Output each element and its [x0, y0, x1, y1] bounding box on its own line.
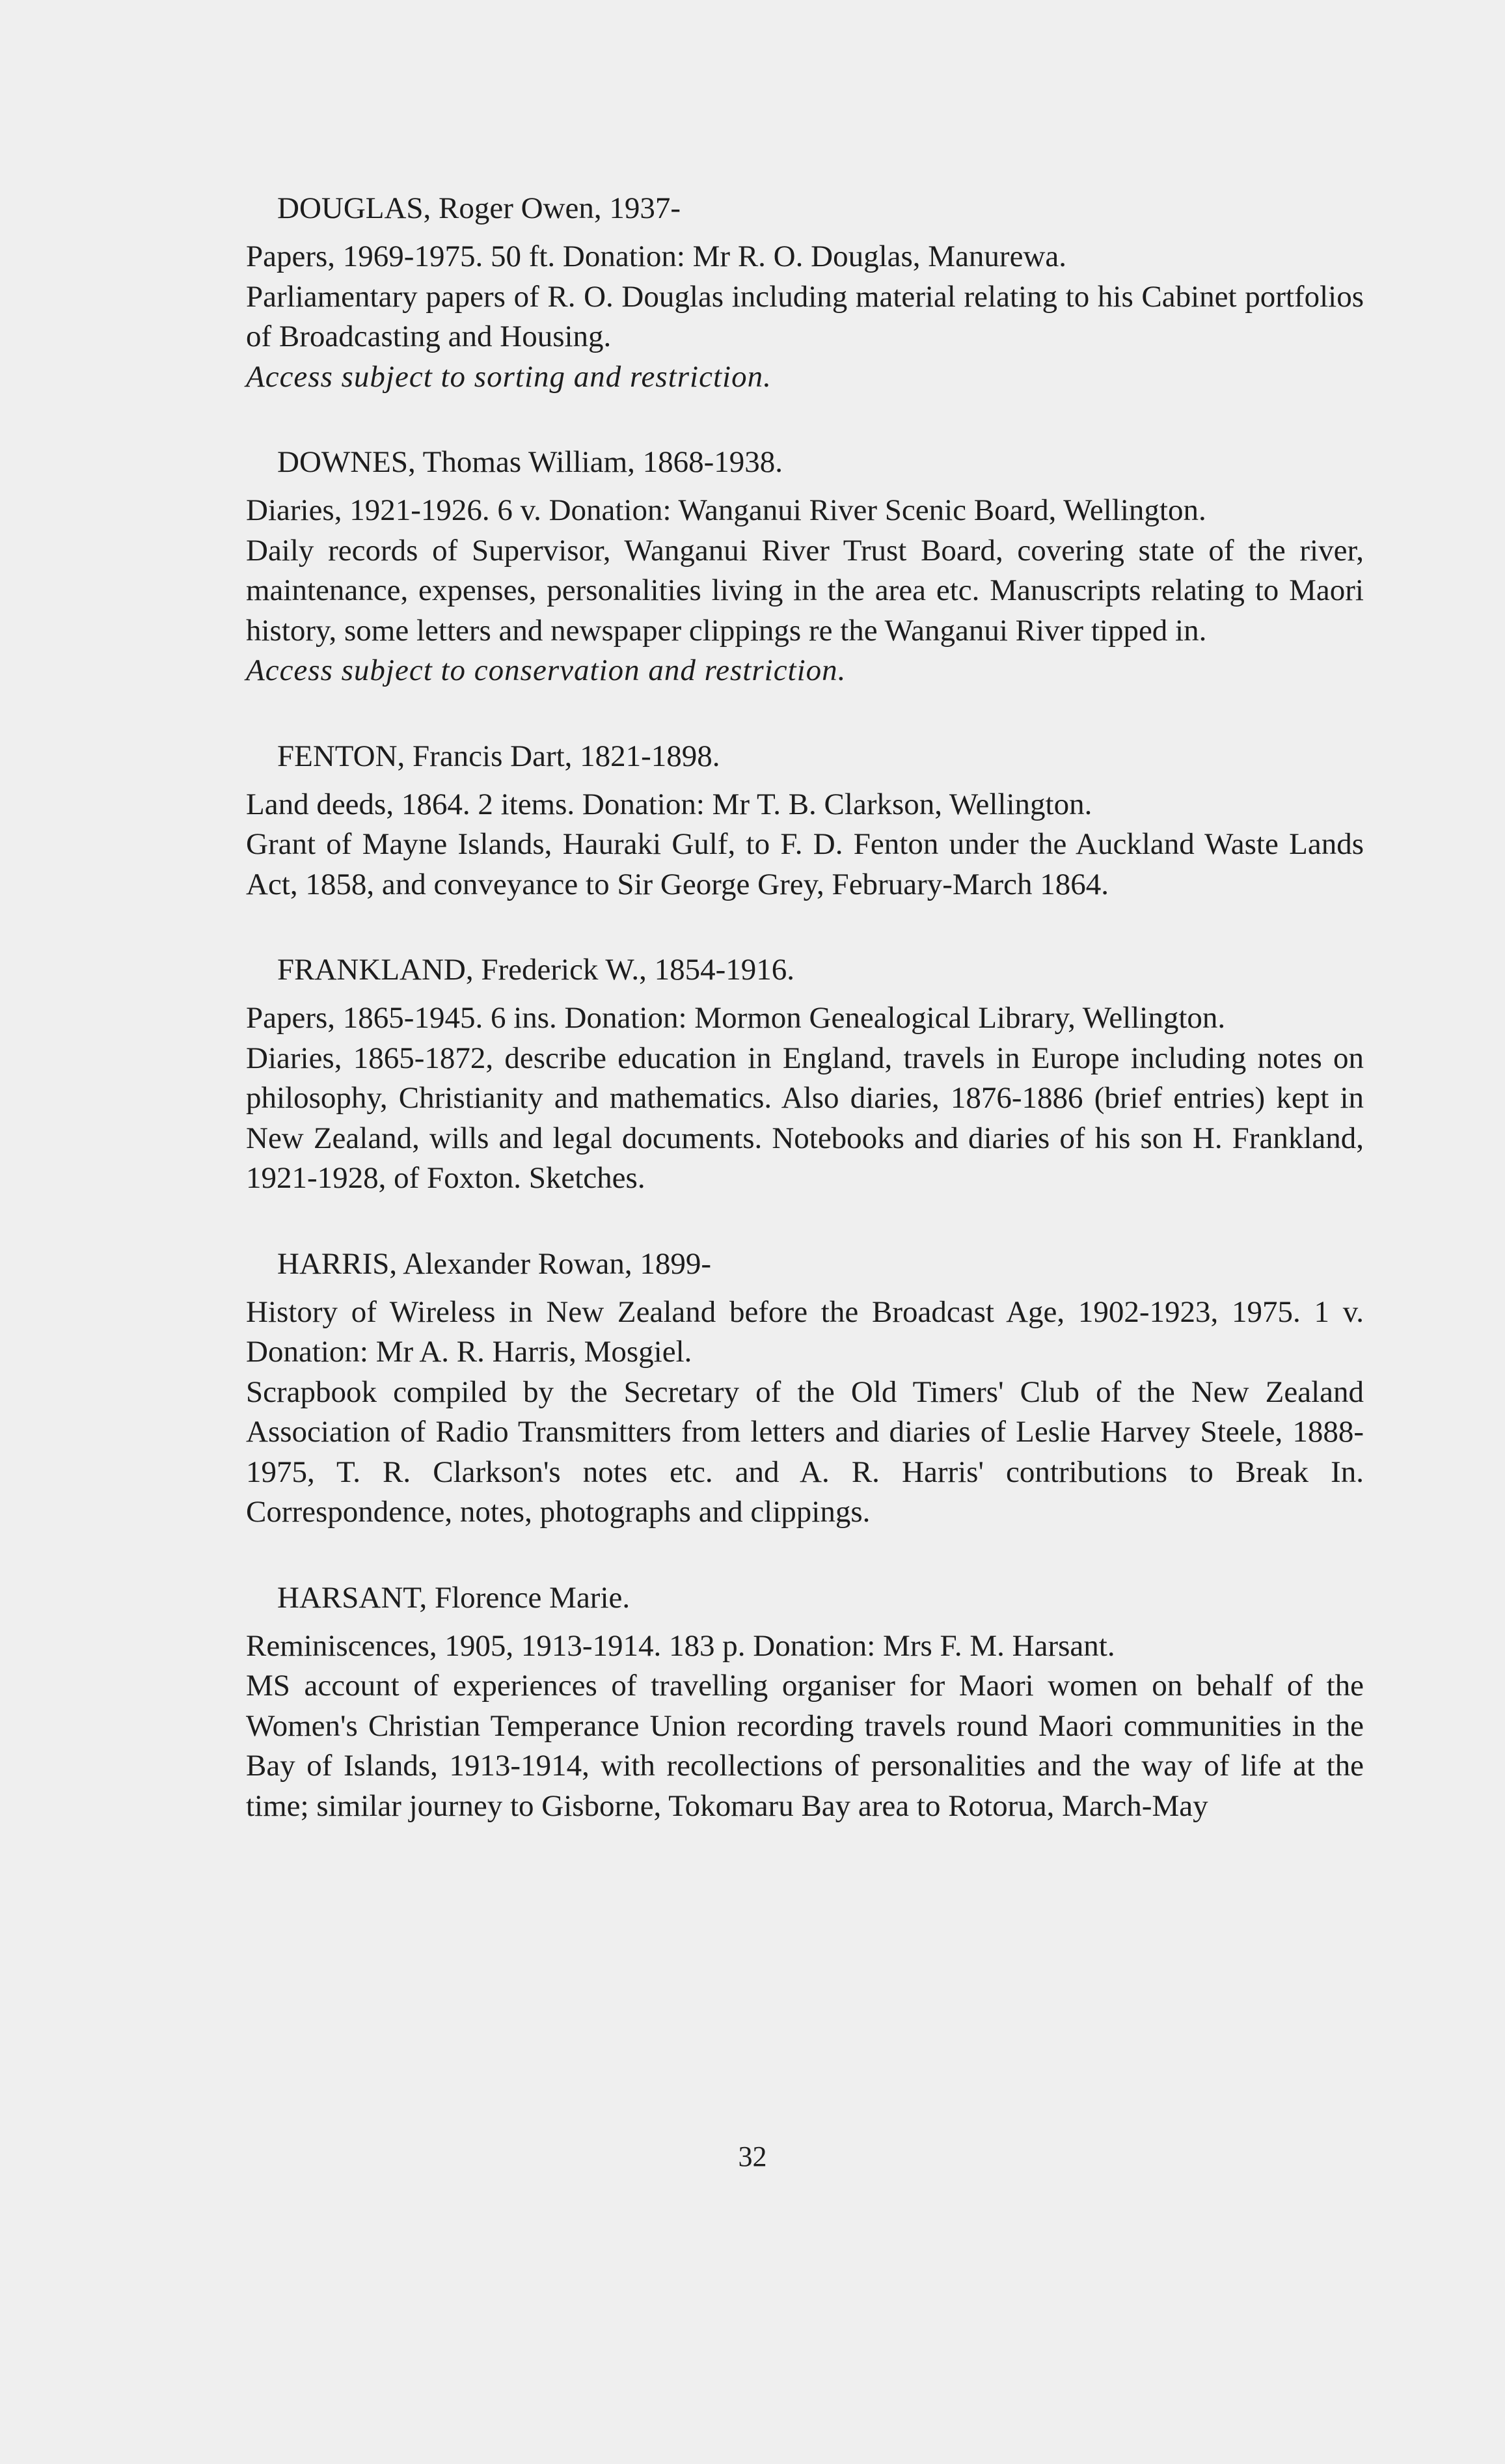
entry-holding: Papers, 1969-1975. 50 ft. Donation: Mr R. O. Douglas, Manurewa. [246, 240, 1066, 273]
page-number: 32 [738, 2141, 767, 2172]
catalogue-page [246, 187, 1364, 1870]
entry-harsant [246, 1577, 1364, 1827]
entry-douglas [246, 187, 1364, 397]
entry-frankland [246, 949, 1364, 1199]
entry-description: MS account of experiences of travelling organiser for Maori women on behalf of the Women's Christian Temperance Union recording travels round Maori communities in the Bay of Islands, 1913-1914, with recollections of personalities and the way of life at the time; similar journey to Gisborne, Tokomaru Bay area to Rotorua, March-May [246, 1669, 1364, 1823]
entry-heading: FRANKLAND, Frederick W., 1854-1916. [277, 953, 795, 987]
entry-holding: Land deeds, 1864. 2 items. Donation: Mr T. B. Clarkson, Wellington. [246, 787, 1092, 821]
entry-description: Scrapbook compiled by the Secretary of the Old Timers' Club of the New Zealand Association of Radio Transmitters from letters and diaries of Leslie Harvey Steele, 1888-1975, T. R. Clarkson's notes etc. and A. R. Harris' contributions to Break In. Correspondence, notes, photographs and clippings. [246, 1375, 1364, 1529]
entry-fenton [246, 735, 1364, 905]
entry-holding: History of Wireless in New Zealand before the Broadcast Age, 1902-1923, 1975. 1 v. Donation: Mr A. R. Harris, Mosgiel. [246, 1294, 1364, 1369]
entry-harris [246, 1243, 1364, 1533]
entry-access-note: Access subject to sorting and restriction. [246, 359, 772, 394]
entry-downes [246, 441, 1364, 691]
entry-holding: Diaries, 1921-1926. 6 v. Donation: Wanganui River Scenic Board, Wellington. [246, 493, 1206, 527]
entry-description: Grant of Mayne Islands, Hauraki Gulf, to F. D. Fenton under the Auckland Waste Lands Act, 1858, and conveyance to Sir George Grey, February-March 1864. [246, 827, 1364, 901]
entry-holding: Papers, 1865-1945. 6 ins. Donation: Mormon Genealogical Library, Wellington. [246, 1001, 1226, 1035]
entry-heading: DOWNES, Thomas William, 1868-1938. [277, 445, 783, 479]
entry-heading: DOUGLAS, Roger Owen, 1937- [277, 191, 681, 225]
entry-description: Diaries, 1865-1872, describe education in England, travels in Europe including notes on philosophy, Christianity and mathematics. Also diaries, 1876-1886 (brief entries) kept in New Zealand, wills and legal documents. Notebooks and diaries of his son H. Frankland, 1921-1928, of Foxton. Sketches. [246, 1041, 1364, 1195]
entry-heading: FENTON, Francis Dart, 1821-1898. [277, 739, 720, 773]
entry-heading: HARRIS, Alexander Rowan, 1899- [277, 1246, 712, 1281]
entry-description: Daily records of Supervisor, Wanganui River Trust Board, covering state of the river, maintenance, expenses, personalities living in the area etc. Manuscripts relating to Maori history, some letters and newspaper clippings re the Wanganui River tipped in. [246, 533, 1364, 648]
entry-heading: HARSANT, Florence Marie. [277, 1580, 630, 1615]
entry-description: Parliamentary papers of R. O. Douglas including material relating to his Cabinet portfolios of Broadcasting and Housing. [246, 279, 1364, 353]
entry-holding: Reminiscences, 1905, 1913-1914. 183 p. Donation: Mrs F. M. Harsant. [246, 1628, 1115, 1663]
entry-access-note: Access subject to conservation and restriction. [246, 653, 847, 687]
